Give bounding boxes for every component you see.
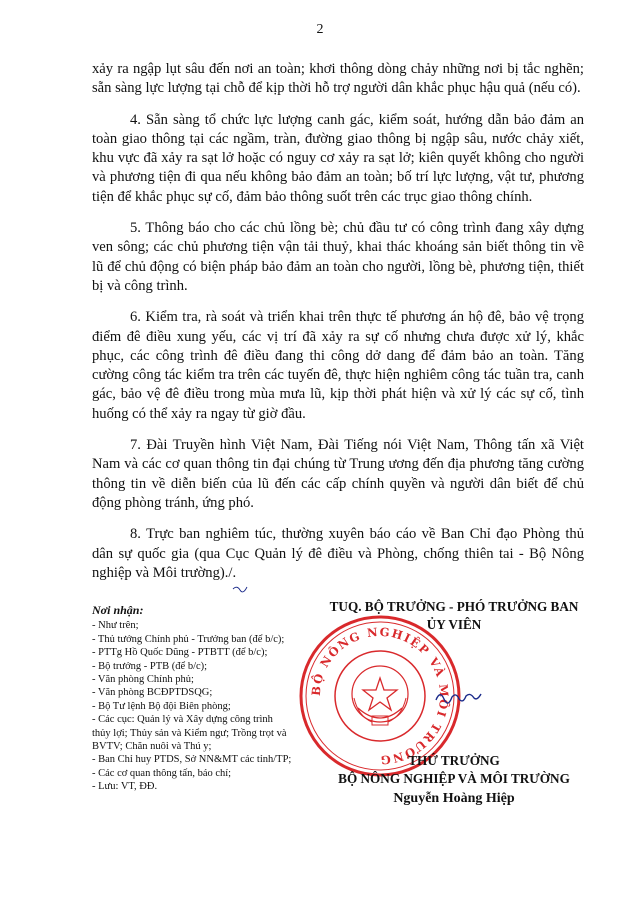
signer-title: THỨ TRƯỞNG <box>408 753 500 768</box>
recipient-item: - Ban Chỉ huy PTDS, Sở NN&MT các tỉnh/TP; <box>92 754 292 766</box>
document-body <box>92 60 584 595</box>
recipient-item: - Văn phòng Chính phủ; <box>92 674 194 686</box>
signature-role-line: ỦY VIÊN <box>426 617 482 632</box>
recipient-item: - PTTg Hồ Quốc Dũng - PTBTT (để b/c); <box>92 647 268 659</box>
recipient-item: - Bộ Tư lệnh Bộ đội Biên phòng; <box>92 700 231 712</box>
recipient-item: - Bộ trưởng - PTB (để b/c); <box>92 660 208 672</box>
paragraph-6: 6. Kiểm tra, rà soát và triển khai trên thực tế phương án hộ đê, bảo vệ trọng điểm đê điều xung yếu, các vị trí đã xảy ra sự cố nhưng chưa được xử lý, khắc phục, các công trình đê điều đang thi công dở dang để đảm bảo an toàn. Tăng cường công tác kiểm tra trên các tuyến đê, thực hiện nghiêm công tác tuần tra, canh gác, bảo vệ đê điều trong mùa mưa lũ, kịp thời phát hiện và xử lý các sự cố, tình huống có thể xảy ra ngay từ giờ đầu. <box>92 309 584 422</box>
page-number: 2 <box>316 22 324 37</box>
svg-text:BỘ NÔNG NGHIỆP VÀ MÔI TRƯỜNG: BỘ NÔNG NGHIỆP VÀ MÔI TRƯỜNG <box>308 624 452 768</box>
signature-authority-line: TUQ. BỘ TRƯỞNG - PHÓ TRƯỞNG BAN <box>329 599 579 614</box>
handwritten-signature <box>434 686 482 710</box>
paragraph-5: 5. Thông báo cho các chủ lồng bè; chủ đầu tư có công trình đang xây dựng ven sông; các chủ phương tiện vận tải thuỷ, khai thác khoáng sản biết thông tin về lũ để chủ động có biện pháp bảo đảm an toàn cho người, lồng bè, phương tiện, thiết bị và công trình. <box>92 220 584 294</box>
recipient-item: - Văn phòng BCĐPTDSQG; <box>92 687 213 699</box>
recipient-item: - Các cơ quan thông tấn, báo chí; <box>92 767 232 779</box>
paragraph-3-continued: xảy ra ngập lụt sâu đến nơi an toàn; khơi thông dòng chảy những nơi bị tắc nghẽn; sẵn sàng lực lượng tại chỗ để kịp thời hỗ trợ người dân khắc phục hậu quả (nếu có). <box>92 61 584 97</box>
recipient-item: - Thủ tướng Chính phủ - Trưởng ban (để b/c); <box>92 633 285 645</box>
paragraph-7: 7. Đài Truyền hình Việt Nam, Đài Tiếng nói Việt Nam, Thông tấn xã Việt Nam và các cơ quan thông tin đại chúng từ Trung ương đến địa phương tăng cường thông tin về diễn biến của lũ đến các cấp chính quyền và người dân biết để chủ động phòng tránh, ứng phó. <box>92 437 584 511</box>
initial-tick-mark <box>232 583 248 595</box>
recipients-title: Nơi nhận: <box>92 603 144 617</box>
recipient-item: thủy lợi; Thủy sản và Kiểm ngư; Trồng trọt và <box>92 727 287 739</box>
recipient-item: - Các cục: Quản lý và Xây dựng công trình <box>92 714 273 726</box>
recipient-item: BVTV; Chăn nuôi và Thú y; <box>92 741 212 753</box>
ministry-name: BỘ NÔNG NGHIỆP VÀ MÔI TRƯỜNG <box>338 771 570 786</box>
paragraph-8: 8. Trực ban nghiêm túc, thường xuyên báo cáo về Ban Chỉ đạo Phòng thủ dân sự quốc gia (qua Cục Quản lý đê điều và Phòng, chống thiên tai - Bộ Nông nghiệp và Môi trường)./. <box>92 526 584 581</box>
recipients-block <box>92 604 322 794</box>
recipient-item: - Như trên; <box>92 620 139 632</box>
signer-name: Nguyễn Hoàng Hiệp <box>393 791 515 806</box>
paragraph-4: 4. Sẵn sàng tổ chức lực lượng canh gác, kiểm soát, hướng dẫn bảo đảm an toàn giao thông tại các ngầm, tràn, đường giao thông bị ngập sâu, nước chảy xiết, khu vực đã xảy ra sạt lở hoặc có nguy cơ xảy ra sạt lở; kiên quyết không cho người và phương tiện đi qua nếu không bảo đảm an toàn; bố trí lực lượng, vật tư, phương tiện để khắc phục sự cố, đảm bảo thông suốt trên các trục giao thông chính. <box>92 111 584 205</box>
recipient-item: - Lưu: VT, ĐĐ. <box>92 781 158 793</box>
